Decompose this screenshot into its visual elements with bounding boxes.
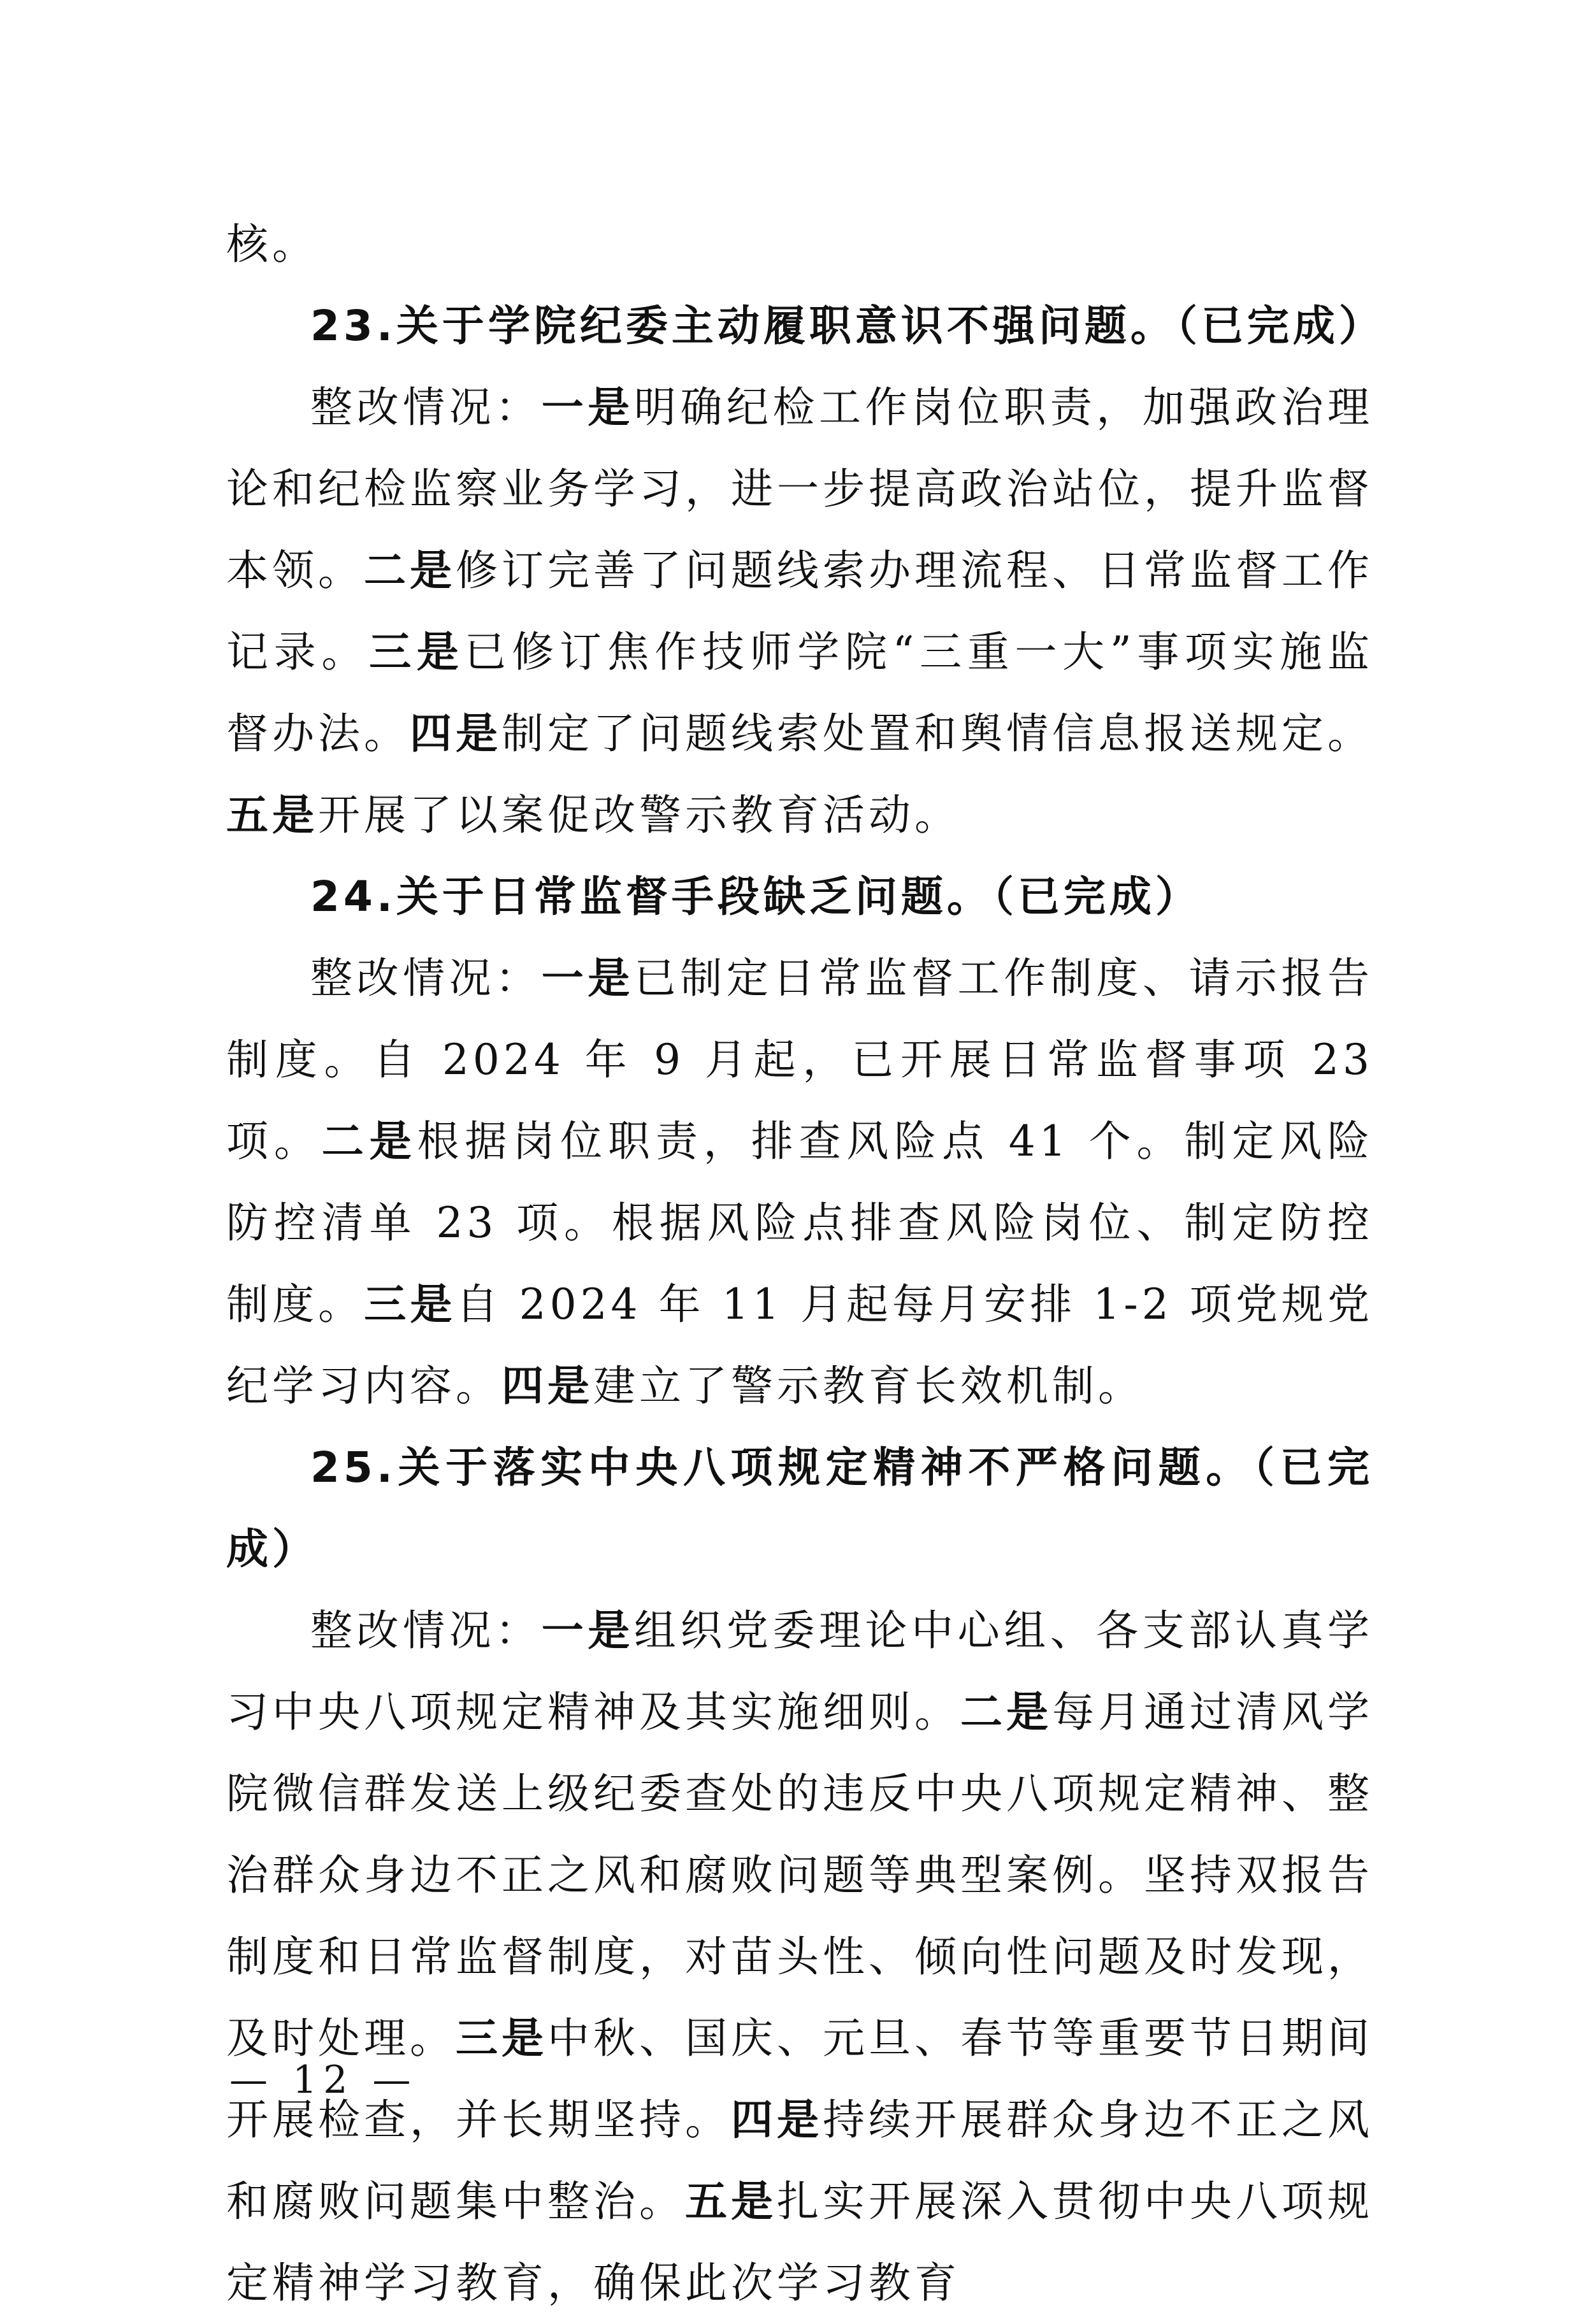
item-marker: 四是 <box>731 2095 823 2144</box>
rectification-label: 整改情况： <box>310 1606 542 1655</box>
item-text: 建立了警示教育长效机制。 <box>593 1361 1144 1410</box>
item-text: 已制定日常监督工作制度、请示报告制度。自 2024 年 9 月起，已开展日常监督事项 23 项。 <box>226 954 1374 1166</box>
document-body <box>226 204 1385 2324</box>
item-marker: 四是 <box>410 709 502 758</box>
item-marker: 三是 <box>364 1280 456 1329</box>
item-marker: 一是 <box>541 1606 634 1655</box>
section-body-24 <box>226 938 1373 1427</box>
lead-fragment: 核。 <box>226 220 318 269</box>
item-marker: 五是 <box>226 791 318 840</box>
item-marker: 一是 <box>541 383 634 432</box>
item-marker: 一是 <box>541 954 634 1003</box>
item-text: 自 2024 年 11 月起每月安排 1-2 项党规党纪学习内容。 <box>226 1280 1374 1410</box>
section-heading-23: 23.关于学院纪委主动履职意识不强问题。（已完成） <box>310 301 1385 350</box>
section-body-25 <box>226 1590 1373 2324</box>
item-marker: 二是 <box>364 546 456 595</box>
section-heading-24: 24.关于日常监督手段缺乏问题。（已完成） <box>310 872 1201 921</box>
item-marker: 二是 <box>960 1688 1052 1737</box>
rectification-label: 整改情况： <box>310 383 542 432</box>
item-text: 扎实开展深入贯彻中央八项规定精神学习教育，确保此次学习教育 <box>226 2177 1373 2307</box>
section-heading-25: 25.关于落实中央八项规定精神不严格问题。（已完成） <box>226 1443 1373 1574</box>
item-text: 明确纪检工作岗位职责，加强政治理论和纪检监察业务学习，进一步提高政治站位，提升监督本领。 <box>226 383 1374 595</box>
item-text: 已修订焦作技师学院“三重一大”事项实施监督办法。 <box>226 628 1374 758</box>
item-text: 中秋、国庆、元旦、春节等重要节日期间开展检查，并长期坚持。 <box>226 2014 1373 2144</box>
item-marker: 四是 <box>502 1361 593 1410</box>
item-text: 开展了以案促改警示教育活动。 <box>318 791 960 840</box>
item-text: 持续开展群众身边不正之风和腐败问题集中整治。 <box>226 2095 1373 2226</box>
section-body-23 <box>226 367 1373 856</box>
item-text: 制定了问题线索处置和舆情信息报送规定。 <box>502 709 1373 758</box>
item-marker: 五是 <box>685 2177 777 2226</box>
item-text: 每月通过清风学院微信群发送上级纪委查处的违反中央八项规定精神、整治群众身边不正之风和腐败问题等典型案例。坚持双报告制度和日常监督制度，对苗头性、倾向性问题及时发现，及时处理。 <box>226 1688 1373 2063</box>
item-marker: 三是 <box>369 628 465 677</box>
item-text: 根据岗位职责，排查风险点 41 个。制定风险防控清单 23 项。根据风险点排查风险岗位、制定防控制度。 <box>226 1117 1374 1329</box>
item-text: 修订完善了问题线索办理流程、日常监督工作记录。 <box>226 546 1373 677</box>
rectification-label: 整改情况： <box>310 954 542 1003</box>
item-text: 组织党委理论中心组、各支部认真学习中央八项规定精神及其实施细则。 <box>226 1606 1374 1737</box>
page-number: — 12 — <box>229 2058 417 2102</box>
item-marker: 二是 <box>321 1117 417 1166</box>
item-marker: 三是 <box>456 2014 547 2063</box>
